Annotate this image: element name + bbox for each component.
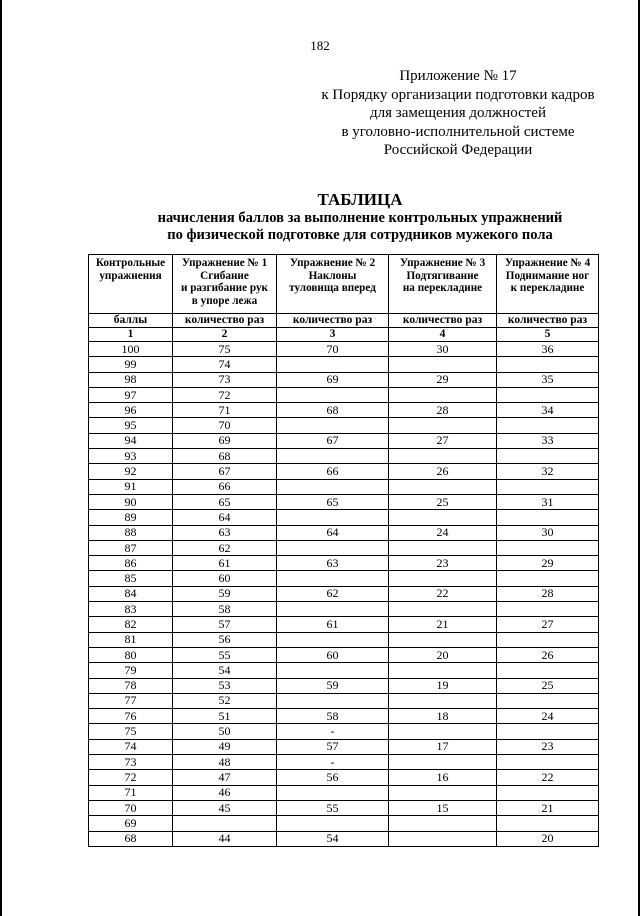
score-cell: 84: [89, 586, 173, 601]
column-number-cell: 1: [89, 328, 173, 342]
score-cell: 86: [89, 556, 173, 571]
score-cell: 70: [89, 800, 173, 815]
count-cell: [497, 418, 599, 433]
count-cell: [389, 755, 497, 770]
count-cell: 20: [389, 647, 497, 662]
count-cell: [389, 387, 497, 402]
count-cell: 52: [173, 693, 277, 708]
score-cell: 87: [89, 540, 173, 555]
column-header-line: упражнения: [99, 269, 162, 282]
score-cell: 95: [89, 418, 173, 433]
count-cell: [277, 785, 389, 800]
table-row: [89, 510, 599, 525]
appendix-block: [300, 67, 616, 160]
count-cell: 19: [389, 678, 497, 693]
count-cell: 32: [497, 464, 599, 479]
count-cell: [389, 632, 497, 647]
table-row: [89, 586, 599, 601]
score-cell: 88: [89, 525, 173, 540]
count-cell: 59: [277, 678, 389, 693]
column-header-line: туловища вперед: [289, 282, 376, 294]
table-row: [89, 816, 599, 831]
count-cell: [277, 540, 389, 555]
count-cell: 29: [389, 372, 497, 387]
column-header-line: Упражнение № 3: [399, 257, 486, 269]
count-cell: [497, 357, 599, 372]
count-cell: 17: [389, 739, 497, 754]
score-cell: 97: [89, 387, 173, 402]
table-row: [89, 709, 599, 724]
count-cell: 67: [173, 464, 277, 479]
count-cell: 22: [389, 586, 497, 601]
count-cell: [497, 510, 599, 525]
appendix-line: в уголовно-исполнительной системе: [341, 123, 575, 140]
table-row: [89, 342, 599, 357]
score-cell: 82: [89, 617, 173, 632]
count-cell: 30: [389, 342, 497, 357]
count-cell: 35: [497, 372, 599, 387]
count-cell: 63: [277, 556, 389, 571]
count-cell: 65: [277, 494, 389, 509]
column-header-line: Упражнение № 2: [289, 257, 376, 269]
score-cell: 90: [89, 494, 173, 509]
count-cell: 68: [277, 403, 389, 418]
count-cell: 54: [277, 831, 389, 846]
count-cell: 70: [173, 418, 277, 433]
table-title-block: [60, 190, 640, 244]
score-cell: 77: [89, 693, 173, 708]
table-row: [89, 556, 599, 571]
table-row: [89, 724, 599, 739]
count-cell: [497, 571, 599, 586]
count-cell: 63: [173, 525, 277, 540]
table-row: [89, 449, 599, 464]
unit-cell: количество раз: [389, 314, 497, 328]
score-cell: 93: [89, 449, 173, 464]
count-cell: -: [277, 755, 389, 770]
count-cell: 67: [277, 433, 389, 448]
count-cell: [277, 449, 389, 464]
count-cell: -: [277, 724, 389, 739]
count-cell: [389, 663, 497, 678]
count-cell: 66: [277, 464, 389, 479]
score-cell: 99: [89, 357, 173, 372]
title-subtitle-line: по физической подготовке для сотрудников мужекого пола: [167, 227, 553, 243]
count-cell: [277, 479, 389, 494]
count-cell: [389, 510, 497, 525]
count-cell: 74: [173, 357, 277, 372]
column-header-line: на перекладине: [402, 282, 483, 294]
count-cell: [389, 540, 497, 555]
count-cell: 33: [497, 433, 599, 448]
page-left-edge: [0, 0, 2, 916]
count-cell: 50: [173, 724, 277, 739]
count-cell: 16: [389, 770, 497, 785]
column-header: [89, 255, 173, 314]
score-cell: 74: [89, 739, 173, 754]
count-cell: 70: [277, 342, 389, 357]
score-cell: 71: [89, 785, 173, 800]
column-header-line: Поднимание ног: [505, 269, 590, 282]
count-cell: 45: [173, 800, 277, 815]
count-cell: 22: [497, 770, 599, 785]
count-cell: 54: [173, 663, 277, 678]
count-cell: 68: [173, 449, 277, 464]
unit-cell: количество раз: [173, 314, 277, 328]
count-cell: [497, 755, 599, 770]
table-row: [89, 464, 599, 479]
column-number-row: [89, 328, 599, 342]
count-cell: 30: [497, 525, 599, 540]
column-header: [277, 255, 389, 314]
score-cell: 100: [89, 342, 173, 357]
count-cell: [277, 602, 389, 617]
count-cell: 69: [173, 433, 277, 448]
count-cell: [277, 387, 389, 402]
count-cell: [389, 418, 497, 433]
score-cell: 83: [89, 602, 173, 617]
count-cell: [389, 571, 497, 586]
count-cell: [389, 785, 497, 800]
count-cell: [389, 816, 497, 831]
score-cell: 78: [89, 678, 173, 693]
count-cell: 61: [173, 556, 277, 571]
header-row: [89, 255, 599, 314]
count-cell: 62: [173, 540, 277, 555]
count-cell: [497, 632, 599, 647]
title-subtitle-line: начисления баллов за выполнение контрольных упражнений: [157, 210, 563, 226]
count-cell: 47: [173, 770, 277, 785]
table-row: [89, 739, 599, 754]
count-cell: [497, 602, 599, 617]
count-cell: [389, 449, 497, 464]
count-cell: 60: [277, 647, 389, 662]
table-row: [89, 678, 599, 693]
table-row: [89, 403, 599, 418]
column-header: [389, 255, 497, 314]
count-cell: 53: [173, 678, 277, 693]
score-cell: 81: [89, 632, 173, 647]
count-cell: 48: [173, 755, 277, 770]
score-cell: 72: [89, 770, 173, 785]
table-row: [89, 693, 599, 708]
score-cell: 89: [89, 510, 173, 525]
table-row: [89, 418, 599, 433]
table-row: [89, 785, 599, 800]
appendix-line: Приложение № 17: [399, 68, 517, 84]
count-cell: 44: [173, 831, 277, 846]
count-cell: 24: [497, 709, 599, 724]
count-cell: [277, 632, 389, 647]
table-row: [89, 387, 599, 402]
count-cell: [277, 571, 389, 586]
count-cell: [389, 357, 497, 372]
count-cell: [497, 540, 599, 555]
count-cell: 46: [173, 785, 277, 800]
scores-table-body: [89, 255, 599, 847]
count-cell: 34: [497, 403, 599, 418]
table-row: [89, 494, 599, 509]
count-cell: [173, 816, 277, 831]
count-cell: 75: [173, 342, 277, 357]
column-number-cell: 4: [389, 328, 497, 342]
column-header-line: в упоре лежа: [191, 294, 258, 307]
count-cell: 24: [389, 525, 497, 540]
column-number-cell: 5: [497, 328, 599, 342]
count-cell: [277, 357, 389, 372]
count-cell: [497, 816, 599, 831]
table-row: [89, 602, 599, 617]
count-cell: 59: [173, 586, 277, 601]
score-cell: 79: [89, 663, 173, 678]
table-row: [89, 770, 599, 785]
count-cell: 27: [497, 617, 599, 632]
table-row: [89, 663, 599, 678]
table-row: [89, 433, 599, 448]
count-cell: [497, 724, 599, 739]
count-cell: 23: [389, 556, 497, 571]
count-cell: 60: [173, 571, 277, 586]
score-cell: 85: [89, 571, 173, 586]
count-cell: [277, 816, 389, 831]
count-cell: [497, 693, 599, 708]
column-header: [497, 255, 599, 314]
count-cell: 64: [277, 525, 389, 540]
count-cell: 18: [389, 709, 497, 724]
count-cell: 56: [173, 632, 277, 647]
count-cell: 15: [389, 800, 497, 815]
table-row: [89, 647, 599, 662]
count-cell: [277, 418, 389, 433]
count-cell: [497, 479, 599, 494]
unit-cell: количество раз: [277, 314, 389, 328]
count-cell: [497, 387, 599, 402]
count-cell: 72: [173, 387, 277, 402]
score-cell: 96: [89, 403, 173, 418]
column-header-line: и разгибание рук: [180, 282, 269, 294]
count-cell: [497, 449, 599, 464]
column-number-cell: 2: [173, 328, 277, 342]
table-row: [89, 831, 599, 846]
column-header-line: Упражнение № 4: [504, 257, 591, 269]
count-cell: 55: [277, 800, 389, 815]
count-cell: [277, 663, 389, 678]
count-cell: 25: [497, 678, 599, 693]
table-row: [89, 372, 599, 387]
count-cell: [389, 724, 497, 739]
count-cell: 57: [173, 617, 277, 632]
table-row: [89, 800, 599, 815]
count-cell: 31: [497, 494, 599, 509]
table-row: [89, 479, 599, 494]
column-header-line: к перекладине: [510, 282, 585, 294]
score-cell: 94: [89, 433, 173, 448]
count-cell: 61: [277, 617, 389, 632]
table-row: [89, 632, 599, 647]
table-row: [89, 755, 599, 770]
count-cell: 49: [173, 739, 277, 754]
appendix-line: к Порядку организации подготовки кадров: [321, 86, 595, 103]
count-cell: 26: [389, 464, 497, 479]
count-cell: 73: [173, 372, 277, 387]
column-number-cell: 3: [277, 328, 389, 342]
table-row: [89, 525, 599, 540]
count-cell: [389, 831, 497, 846]
count-cell: 28: [497, 586, 599, 601]
column-header-line: Подтягивание: [406, 269, 479, 282]
count-cell: 71: [173, 403, 277, 418]
count-cell: 66: [173, 479, 277, 494]
unit-cell: баллы: [89, 314, 173, 328]
count-cell: [389, 693, 497, 708]
count-cell: [497, 785, 599, 800]
score-cell: 73: [89, 755, 173, 770]
count-cell: 28: [389, 403, 497, 418]
count-cell: 55: [173, 647, 277, 662]
count-cell: 21: [389, 617, 497, 632]
count-cell: 56: [277, 770, 389, 785]
table-row: [89, 540, 599, 555]
units-row: [89, 314, 599, 328]
count-cell: 26: [497, 647, 599, 662]
count-cell: 65: [173, 494, 277, 509]
column-header-line: Сгибание: [200, 269, 249, 282]
count-cell: 51: [173, 709, 277, 724]
table-row: [89, 357, 599, 372]
score-cell: 69: [89, 816, 173, 831]
table-row: [89, 617, 599, 632]
count-cell: 25: [389, 494, 497, 509]
table-row: [89, 571, 599, 586]
count-cell: 64: [173, 510, 277, 525]
count-cell: 58: [277, 709, 389, 724]
count-cell: 69: [277, 372, 389, 387]
title-main: ТАБЛИЦА: [317, 190, 403, 209]
column-header-line: Наклоны: [308, 269, 357, 282]
count-cell: [277, 693, 389, 708]
score-cell: 98: [89, 372, 173, 387]
score-cell: 75: [89, 724, 173, 739]
count-cell: 36: [497, 342, 599, 357]
count-cell: [389, 479, 497, 494]
count-cell: 23: [497, 739, 599, 754]
count-cell: [497, 663, 599, 678]
appendix-line: Российской Федерации: [383, 142, 533, 158]
unit-cell: количество раз: [497, 314, 599, 328]
count-cell: [277, 510, 389, 525]
count-cell: 58: [173, 602, 277, 617]
page-number: 182: [310, 38, 330, 53]
column-header-line: Контрольные: [95, 257, 166, 269]
column-header-line: Упражнение № 1: [181, 257, 268, 269]
count-cell: 27: [389, 433, 497, 448]
count-cell: [389, 602, 497, 617]
score-cell: 92: [89, 464, 173, 479]
count-cell: 62: [277, 586, 389, 601]
score-cell: 91: [89, 479, 173, 494]
column-header: [173, 255, 277, 314]
count-cell: 29: [497, 556, 599, 571]
score-cell: 76: [89, 709, 173, 724]
appendix-line: для замещения должностей: [370, 105, 546, 121]
count-cell: 20: [497, 831, 599, 846]
score-cell: 80: [89, 647, 173, 662]
scores-table: [88, 254, 599, 847]
score-cell: 68: [89, 831, 173, 846]
count-cell: 57: [277, 739, 389, 754]
count-cell: 21: [497, 800, 599, 815]
